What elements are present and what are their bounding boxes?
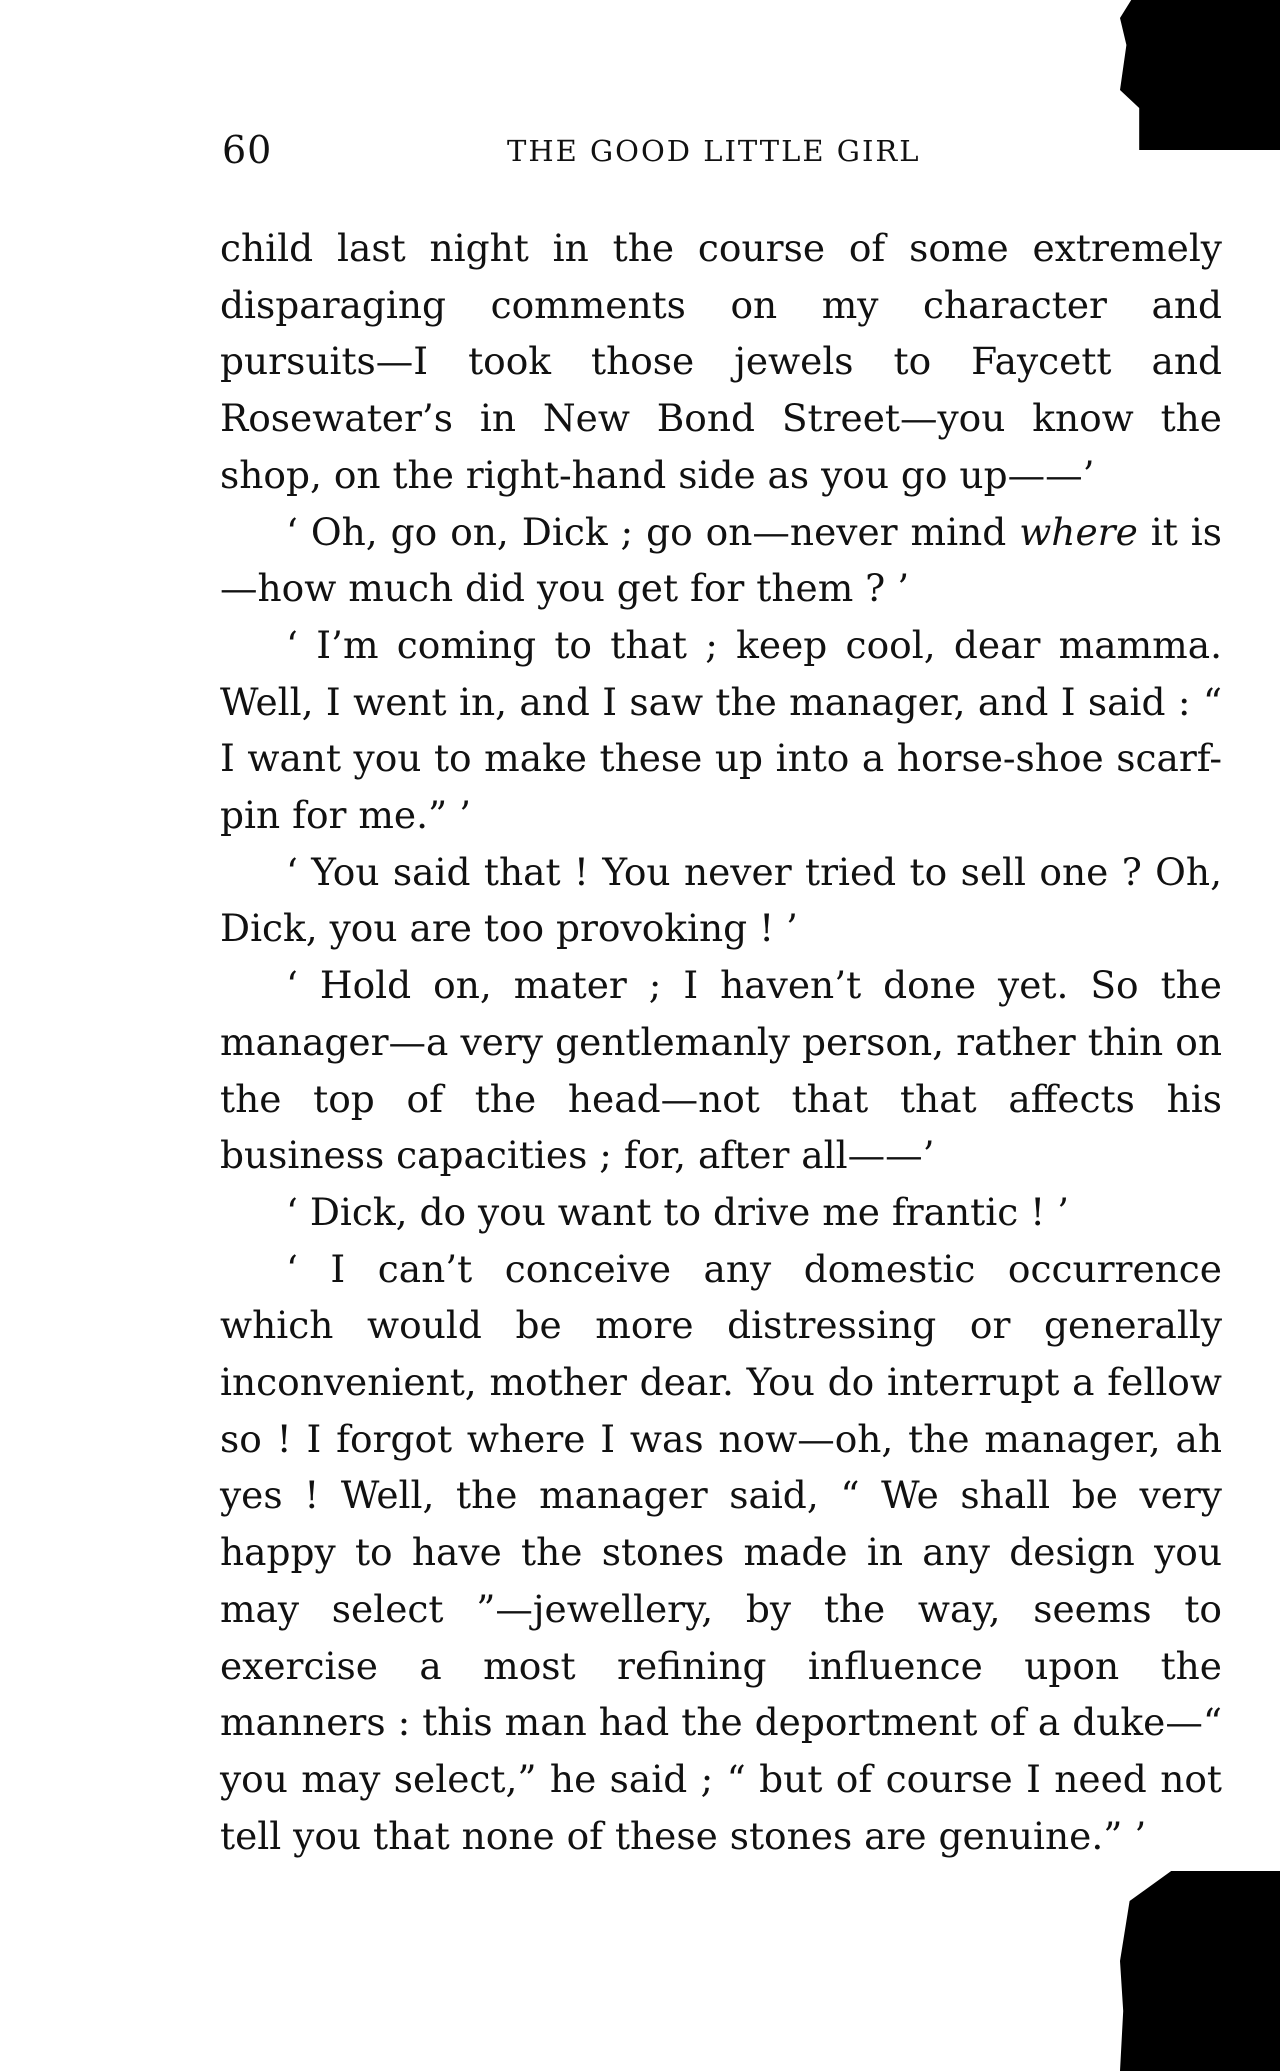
paragraph-6: ‘ Dick, do you want to drive me frantic ! ’: [286, 1189, 1070, 1234]
paragraph-7: ‘ I can’t conceive any domestic occurrence which would be more distressing or generally inconvenient, mother dear. You do interrupt a fellow so ! I forgot where I was now—oh, the manager, ah yes ! Well, the manager said, “ We shall be very happy to have the stones made in any design you may select ”—jewellery, by the way, seems to exercise a most refining influence upon the manners : this man had the deportment of a duke—“ you may select,” he said ; “ but of course I need not tell you that none of these stones are genuine.” ’: [220, 1246, 1222, 1858]
paragraph-5: ‘ Hold on, mater ; I haven’t done yet. So the manager—a very gentlemanly person, rather thin on the top of the head—not that that affects his business capacities ; for, after all——’: [220, 963, 1222, 1178]
paragraph-4: ‘ You said that ! You never tried to sell one ? Oh, Dick, you are too provoking ! ’: [220, 849, 1222, 951]
paragraph-3: ‘ I’m coming to that ; keep cool, dear mamma. Well, I went in, and I saw the manager, and I said : “ I want you to make these up into a horse-shoe scarf-pin for me.” ’: [220, 622, 1222, 838]
scan-edge-mark-bottom: [1120, 1871, 1280, 2071]
paragraph-1: child last night in the course of some extremely disparaging comments on my character and pursuits—I took those jewels to Faycett and Rosewater’s in New Bond Street—you know the shop, on the right-hand side as you go up——’: [220, 226, 1222, 497]
emphasis-where: where: [1019, 509, 1138, 554]
body-text: [220, 220, 1222, 1864]
page-number: 60: [222, 128, 273, 172]
page-header: [222, 128, 1222, 178]
running-title: THE GOOD LITTLE GIRL: [507, 134, 921, 168]
scan-edge-mark-top: [1120, 0, 1280, 150]
paragraph-2: ‘ Oh, go on, Dick ; go on—never mind where it is—how much did you get for them ? ’: [220, 509, 1222, 611]
